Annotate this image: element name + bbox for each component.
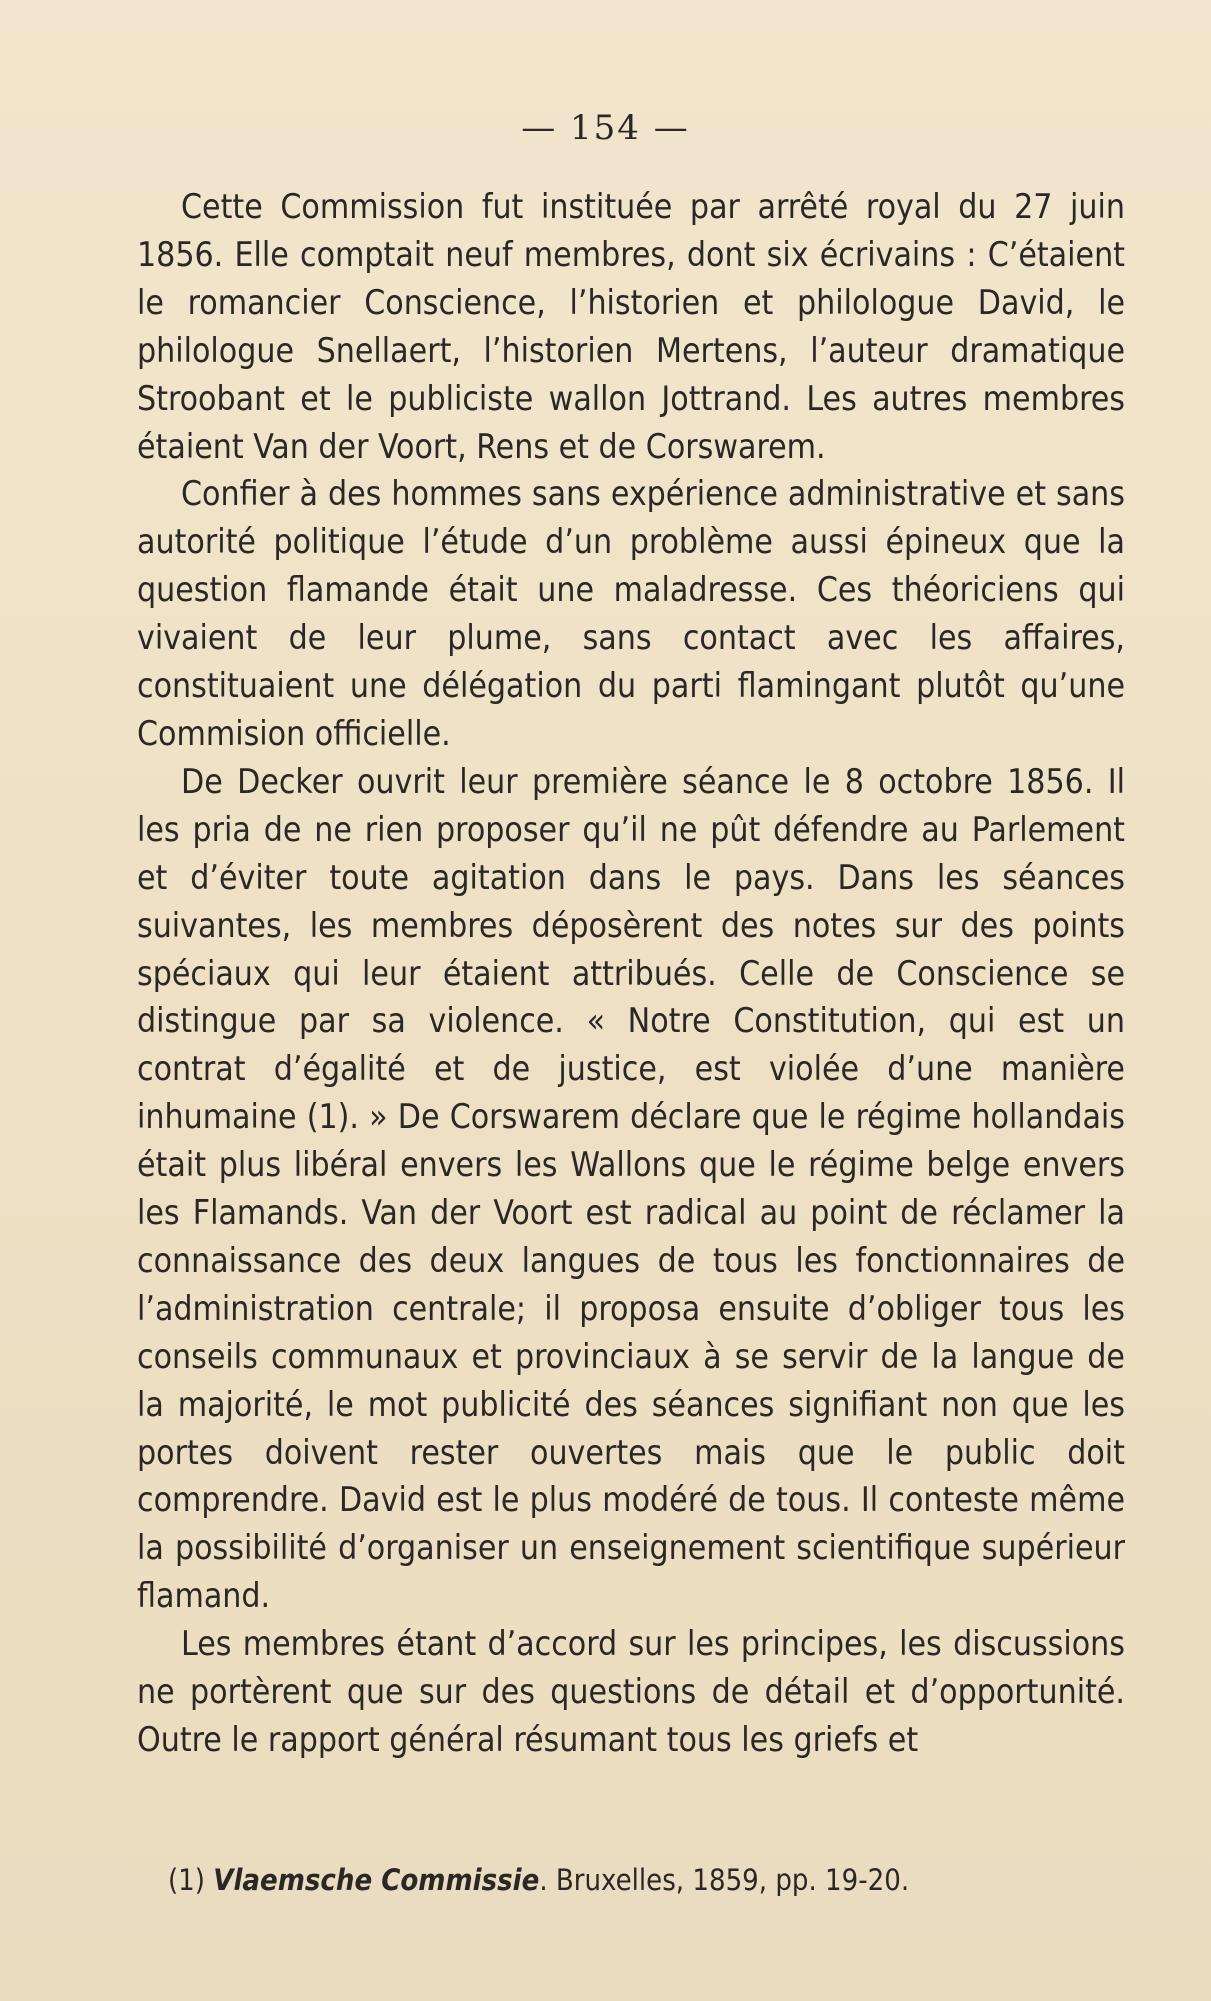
- paragraph-1: Cette Commission fut instituée par arrêté royal du 27 juin 1856. Elle comptait neuf membres, dont six écrivains : C’étaient le romancier Conscience, l’historien et philologue David, le philologue Snellaert, l’historien Mertens, l’auteur dramatique Stroobant et le publiciste wallon Jottrand. Les autres membres étaient Van der Voort, Rens et de Corswarem.: [137, 187, 1125, 466]
- page-number: — 154 —: [521, 108, 690, 148]
- paragraph-4: Les membres étant d’accord sur les principes, les discussions ne portèrent que sur des questions de détail et d’opportunité. Outre le rapport général résumant tous les griefs et: [137, 1624, 1125, 1759]
- footnote-title: Vlaemsche Commissie: [213, 1863, 540, 1897]
- body-text: [137, 183, 1125, 1764]
- footnote-marker: (1): [168, 1863, 205, 1897]
- footnote: [168, 1863, 1068, 1897]
- paragraph-2: Confier à des hommes sans expérience administrative et sans autorité politique l’étude d’un problème aussi épineux que la question flamande était une maladresse. Ces théoriciens qui vivaient de leur plume, sans contact avec les affaires, constituaient une délégation du parti flamingant plutôt qu’une Commision officielle.: [137, 474, 1125, 753]
- paragraph-3: De Decker ouvrit leur première séance le 8 octobre 1856. Il les pria de ne rien proposer qu’il ne pût défendre au Parlement et d’éviter toute agitation dans le pays. Dans les séances suivantes, les membres déposèrent des notes sur des points spéciaux qui leur étaient attribués. Celle de Conscience se distingue par sa violence. « Notre Constitution, qui est un contrat d’égalité et de justice, est violée d’une manière inhumaine (1). » De Corswarem déclare que le régime hollandais était plus libéral envers les Wallons que le régime belge envers les Flamands. Van der Voort est radical au point de réclamer la connaissance des deux langues de tous les fonctionnaires de l’administration centrale; il proposa ensuite d’obliger tous les conseils communaux et provinciaux à se servir de la langue de la majorité, le mot publicité des séances signifiant non que les portes doivent rester ouvertes mais que le public doit comprendre. David est le plus modéré de tous. Il conteste même la possibilité d’organiser un enseignement scientifique supérieur flamand.: [137, 761, 1125, 1616]
- footnote-citation: . Bruxelles, 1859, pp. 19-20.: [539, 1863, 910, 1897]
